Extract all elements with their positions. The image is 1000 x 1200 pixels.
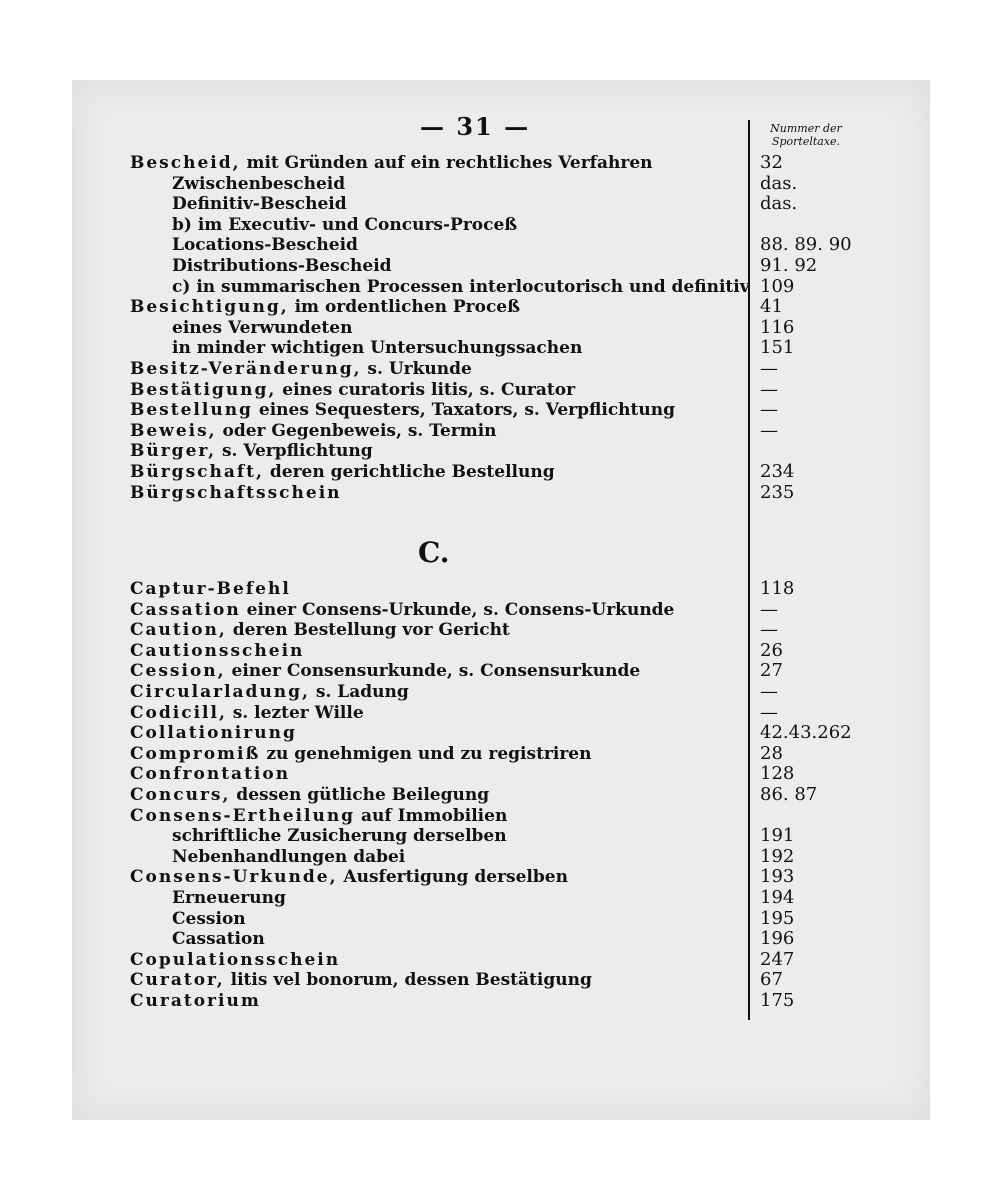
entry-term: Bürger, <box>130 441 217 461</box>
entry-tax-number: 247 <box>760 949 795 970</box>
entry-term: Copulationsschein <box>130 950 341 970</box>
index-entry <box>172 276 750 298</box>
entry-term: Cassation <box>130 600 241 620</box>
page-number: — 31 — <box>420 112 531 141</box>
entry-text: s. Urkunde <box>361 359 472 379</box>
index-entry <box>172 234 740 256</box>
entry-tax-number: 67 <box>760 969 783 990</box>
index-entry <box>130 990 740 1012</box>
index-entry <box>130 949 740 971</box>
entry-term: Compromiß <box>130 744 261 764</box>
entry-tax-number: 27 <box>760 660 783 681</box>
entry-term: Cautionsschein <box>130 641 305 661</box>
index-entry <box>172 173 740 195</box>
entry-term: Circularladung, <box>130 682 310 702</box>
entry-term: Cession, <box>130 661 226 681</box>
index-entry <box>130 640 740 662</box>
entry-term: Consens-Ertheilung <box>130 806 356 826</box>
entry-tax-number: 192 <box>760 846 795 867</box>
section-letter: C. <box>418 536 450 569</box>
entry-tax-number: — <box>760 420 778 441</box>
entry-tax-number: 194 <box>760 887 795 908</box>
entry-term: Collationirung <box>130 723 297 743</box>
entry-tax-number: — <box>760 399 778 420</box>
index-entry <box>130 379 740 401</box>
entry-term: Consens-Urkunde, <box>130 867 338 887</box>
entry-term: Beweis, <box>130 421 217 441</box>
entry-text: deren Bestellung vor Gericht <box>226 620 510 640</box>
entry-term: Cassation <box>172 929 265 949</box>
entry-tax-number: 234 <box>760 461 795 482</box>
entry-tax-number <box>760 214 860 236</box>
index-entry <box>172 255 740 277</box>
entry-tax-number: 42.43.262 <box>760 722 852 743</box>
index-entry <box>130 482 740 504</box>
entry-text: oder Gegenbeweis, s. Termin <box>216 421 497 441</box>
entry-tax-number: 193 <box>760 866 795 887</box>
index-entry <box>172 825 740 847</box>
entry-text: einer Consensurkunde, s. Consensurkunde <box>225 661 641 681</box>
entry-text: Ausfertigung derselben <box>337 867 568 887</box>
entry-term: Curatorium <box>130 991 261 1011</box>
index-entry <box>130 660 740 682</box>
entry-text: s. Verpflichtung <box>216 441 373 461</box>
entry-tax-number: 86. 87 <box>760 784 818 805</box>
entry-term: Bescheid, <box>130 153 241 173</box>
entry-tax-number: — <box>760 681 778 702</box>
index-entry <box>130 784 740 806</box>
entry-text: eines curatoris litis, s. Curator <box>276 380 576 400</box>
entry-tax-number: — <box>760 619 778 640</box>
entry-tax-number: das. <box>760 193 798 214</box>
entry-text: dessen gütliche Beilegung <box>230 785 490 805</box>
entry-text: zu genehmigen und zu registriren <box>260 744 592 764</box>
entry-tax-number: 235 <box>760 482 795 503</box>
entry-tax-number: 191 <box>760 825 795 846</box>
entry-tax-number: — <box>760 358 778 379</box>
index-entry <box>172 214 740 236</box>
entry-term: Concurs, <box>130 785 231 805</box>
entry-text: einer Consens-Urkunde, s. Consens-Urkunde <box>240 600 675 620</box>
entry-term: Bürgschaft, <box>130 462 264 482</box>
entry-term: eines Verwundeten <box>172 318 353 338</box>
index-entry <box>130 722 740 744</box>
index-entry <box>130 866 740 888</box>
entry-tax-number: 32 <box>760 152 783 173</box>
entry-term: Confrontation <box>130 764 291 784</box>
entry-term: Besitz-Veränderung, <box>130 359 362 379</box>
index-entry <box>130 702 740 724</box>
index-entry <box>130 969 740 991</box>
entry-term: schriftliche Zusicherung derselben <box>172 826 507 846</box>
entry-term: Caution, <box>130 620 227 640</box>
entry-tax-number: 151 <box>760 337 795 358</box>
entry-term: Nebenhandlungen dabei <box>172 847 406 867</box>
column-header-line-1: Nummer der <box>770 122 842 135</box>
entry-tax-number: 128 <box>760 763 795 784</box>
index-entry <box>130 578 740 600</box>
entry-tax-number <box>760 440 860 462</box>
entry-text: eines Sequesters, Taxators, s. Verpflichtung <box>252 400 675 420</box>
index-entry <box>130 619 740 641</box>
entry-tax-number: das. <box>760 173 798 194</box>
entry-tax-number: 116 <box>760 317 795 338</box>
index-entry <box>172 928 740 950</box>
index-entry <box>172 317 740 339</box>
entry-term: c) in summarischen Processen interlocutorisch und definitiv <box>172 277 750 297</box>
index-entry <box>130 743 740 765</box>
entry-term: Bürgschaftsschein <box>130 483 342 503</box>
entry-tax-number: 175 <box>760 990 795 1011</box>
index-entry <box>130 440 740 462</box>
entry-term: Cession <box>172 909 246 929</box>
entry-tax-number: 26 <box>760 640 783 661</box>
index-entry <box>130 599 740 621</box>
entry-term: Locations-Bescheid <box>172 235 358 255</box>
entry-tax-number: 118 <box>760 578 795 599</box>
entry-tax-number: — <box>760 379 778 400</box>
index-entry <box>130 358 740 380</box>
index-entry <box>130 763 740 785</box>
index-entry <box>130 399 740 421</box>
entry-term: Distributions-Bescheid <box>172 256 392 276</box>
entry-tax-number: 28 <box>760 743 783 764</box>
index-entry <box>130 420 740 442</box>
entry-text: s. Ladung <box>309 682 409 702</box>
index-entry <box>172 337 740 359</box>
index-entry <box>130 296 740 318</box>
entry-tax-number: 196 <box>760 928 795 949</box>
entry-text: mit Gründen auf ein rechtliches Verfahren <box>240 153 653 173</box>
entry-text: s. lezter Wille <box>226 703 364 723</box>
entry-tax-number: — <box>760 702 778 723</box>
entry-text: litis vel bonorum, dessen Bestätigung <box>224 970 592 990</box>
index-entry <box>130 681 740 703</box>
entry-term: in minder wichtigen Untersuchungssachen <box>172 338 583 358</box>
entry-tax-number: 91. 92 <box>760 255 818 276</box>
entry-term: Zwischenbescheid <box>172 174 346 194</box>
entry-tax-number: 195 <box>760 908 795 929</box>
entry-term: Besichtigung, <box>130 297 289 317</box>
index-entry <box>172 846 740 868</box>
entry-term: Definitiv-Bescheid <box>172 194 347 214</box>
entry-tax-number: 109 <box>760 276 795 297</box>
entry-term: Bestellung <box>130 400 253 420</box>
entry-tax-number: 88. 89. 90 <box>760 234 852 255</box>
entry-term: Bestätigung, <box>130 380 277 400</box>
entry-term: b) im Executiv- und Concurs-Proceß <box>172 215 518 235</box>
entry-term: Captur-Befehl <box>130 579 291 599</box>
entry-text: deren gerichtliche Bestellung <box>263 462 555 482</box>
entry-tax-number: 41 <box>760 296 783 317</box>
entry-tax-number: — <box>760 599 778 620</box>
entry-text: auf Immobilien <box>355 806 508 826</box>
index-entry <box>172 887 740 909</box>
entry-text: im ordentlichen Proceß <box>288 297 521 317</box>
index-entry <box>130 461 740 483</box>
entry-term: Erneuerung <box>172 888 286 908</box>
entry-term: Codicill, <box>130 703 227 723</box>
entry-tax-number <box>760 805 860 827</box>
index-entry <box>172 193 740 215</box>
entry-term: Curator, <box>130 970 225 990</box>
column-header-line-2: Sporteltaxe. <box>771 135 841 148</box>
index-entry <box>130 152 740 174</box>
index-entry <box>172 908 740 930</box>
index-entry <box>130 805 740 827</box>
